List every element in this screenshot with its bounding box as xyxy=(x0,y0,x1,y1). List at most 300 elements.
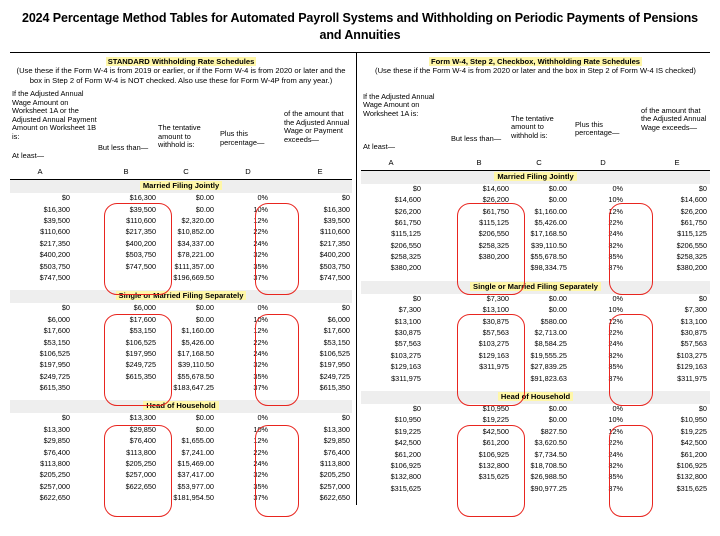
standard-table-heading xyxy=(10,53,352,88)
cell-c: $53,977.00 xyxy=(177,481,214,491)
cell-d: 12% xyxy=(608,206,623,216)
cell-d: 22% xyxy=(253,227,268,237)
checkbox-section-band-single xyxy=(361,281,710,294)
cell-d: 22% xyxy=(253,447,268,457)
table-row xyxy=(10,338,352,349)
table-row xyxy=(10,493,352,504)
cell-d: 10% xyxy=(608,415,623,425)
table-row xyxy=(361,229,710,240)
standard-rows-married xyxy=(10,193,352,284)
checkbox-section-label-hoh: Head of Household xyxy=(498,392,573,401)
table-row xyxy=(10,425,352,436)
checkbox-letter-d: D xyxy=(600,157,606,167)
cell-d: 32% xyxy=(253,470,268,480)
cell-b: $26,200 xyxy=(482,195,509,205)
cell-c: $3,620.50 xyxy=(534,438,567,448)
cell-a: $53,150 xyxy=(43,337,70,347)
cell-a: $10,950 xyxy=(394,415,421,425)
cell-a: $0 xyxy=(61,303,70,313)
cell-a: $61,200 xyxy=(394,449,421,459)
cell-a: $26,200 xyxy=(394,206,421,216)
cell-d: 10% xyxy=(608,195,623,205)
cell-d: 32% xyxy=(253,250,268,260)
cell-c: $2,320.00 xyxy=(181,215,214,225)
cell-e: $76,400 xyxy=(323,447,350,457)
cell-b: $19,225 xyxy=(482,415,509,425)
cell-e: $13,300 xyxy=(323,424,350,434)
cell-a: $257,000 xyxy=(39,481,70,491)
table-row xyxy=(10,459,352,470)
cell-a: $206,550 xyxy=(390,240,421,250)
checkbox-rows-married xyxy=(361,184,710,275)
cell-e: $197,950 xyxy=(319,360,350,370)
cell-d: 37% xyxy=(608,483,623,493)
table-row xyxy=(10,482,352,493)
cell-e: $106,925 xyxy=(676,460,707,470)
cell-b: $197,950 xyxy=(125,348,156,358)
cell-d: 10% xyxy=(608,305,623,315)
cell-b: $615,350 xyxy=(125,371,156,381)
standard-section-band-single xyxy=(10,290,352,303)
cell-c: $15,469.00 xyxy=(177,459,214,469)
checkbox-header-at-least: At least— xyxy=(363,141,396,151)
cell-c: $196,669.50 xyxy=(173,272,214,282)
cell-a: $30,875 xyxy=(394,328,421,338)
cell-e: $14,600 xyxy=(680,195,707,205)
cell-a: $0 xyxy=(61,193,70,203)
cell-b: $42,500 xyxy=(482,426,509,436)
cell-a: $0 xyxy=(61,413,70,423)
cell-e: $0 xyxy=(341,193,350,203)
cell-b: $503,750 xyxy=(125,250,156,260)
cell-b: $106,925 xyxy=(478,449,509,459)
cell-a: $400,200 xyxy=(39,250,70,260)
cell-d: 0% xyxy=(612,293,623,303)
checkbox-column-letters xyxy=(361,157,710,171)
cell-b: $61,750 xyxy=(482,206,509,216)
cell-d: 0% xyxy=(257,303,268,313)
cell-b: $16,300 xyxy=(129,193,156,203)
checkbox-withholding-table xyxy=(357,53,710,505)
cell-a: $110,600 xyxy=(40,227,70,237)
table-row xyxy=(361,339,710,350)
cell-a: $106,525 xyxy=(39,348,70,358)
checkbox-stub-header: If the Adjusted Annual Wage Amount on Worksheet 1A is: xyxy=(363,91,435,118)
cell-b: $113,800 xyxy=(126,447,156,457)
table-row xyxy=(361,450,710,461)
cell-b: $110,600 xyxy=(126,215,156,225)
cell-c: $7,241.00 xyxy=(181,447,214,457)
cell-c: $0.00 xyxy=(548,305,567,315)
checkbox-heading-text: Form W-4, Step 2, Checkbox, Withholding Rate Schedules xyxy=(430,56,641,66)
standard-header-tentative: The tentative amount to withhold is: xyxy=(158,123,201,150)
checkbox-letter-a: A xyxy=(388,157,394,167)
cell-a: $0 xyxy=(412,183,421,193)
cell-c: $39,110.50 xyxy=(531,240,567,250)
checkbox-section-label-single: Single or Married Filing Separately xyxy=(470,282,601,291)
cell-c: $183,647.25 xyxy=(173,383,214,393)
cell-e: $503,750 xyxy=(319,261,350,271)
cell-c: $0.00 xyxy=(195,314,214,324)
cell-d: 10% xyxy=(253,424,268,434)
cell-d: 35% xyxy=(608,252,623,262)
cell-a: $622,650 xyxy=(39,493,70,503)
cell-c: $580.00 xyxy=(540,316,567,326)
standard-section-label-single: Single or Married Filing Separately xyxy=(116,291,247,300)
cell-d: 22% xyxy=(608,328,623,338)
cell-b: $106,525 xyxy=(125,337,156,347)
cell-b: $622,650 xyxy=(125,481,156,491)
table-row xyxy=(10,273,352,284)
cell-d: 32% xyxy=(608,460,623,470)
cell-c: $90,977.25 xyxy=(530,483,567,493)
cell-a: $106,925 xyxy=(390,460,421,470)
cell-e: $39,500 xyxy=(323,215,350,225)
cell-c: $5,426.00 xyxy=(534,217,567,227)
table-row xyxy=(10,470,352,481)
table-row xyxy=(361,317,710,328)
cell-e: $7,300 xyxy=(684,305,707,315)
table-row xyxy=(361,184,710,195)
cell-c: $0.00 xyxy=(195,413,214,423)
table-row xyxy=(361,374,710,385)
cell-b: $13,300 xyxy=(129,413,156,423)
cell-a: $42,500 xyxy=(394,438,421,448)
cell-a: $39,500 xyxy=(43,215,70,225)
cell-a: $197,950 xyxy=(39,360,70,370)
cell-b: $103,275 xyxy=(478,339,509,349)
cell-c: $37,417.00 xyxy=(177,470,214,480)
cell-a: $113,800 xyxy=(40,459,70,469)
cell-c: $17,168.50 xyxy=(177,348,214,358)
cell-a: $61,750 xyxy=(394,217,421,227)
cell-e: $129,163 xyxy=(676,362,707,372)
cell-d: 0% xyxy=(612,403,623,413)
cell-c: $111,357.00 xyxy=(174,261,214,271)
cell-d: 32% xyxy=(608,240,623,250)
cell-b: $380,200 xyxy=(478,252,509,262)
cell-b: $315,625 xyxy=(478,472,509,482)
cell-a: $315,625 xyxy=(390,483,421,493)
checkbox-table-heading xyxy=(361,53,710,79)
table-row xyxy=(361,328,710,339)
table-row xyxy=(10,262,352,273)
cell-d: 12% xyxy=(253,326,268,336)
table-row xyxy=(361,438,710,449)
standard-section-label-hoh: Head of Household xyxy=(143,401,218,410)
standard-letter-e: E xyxy=(317,167,323,177)
cell-b: $30,875 xyxy=(482,316,509,326)
cell-e: $103,275 xyxy=(676,350,707,360)
checkbox-section-band-hoh xyxy=(361,391,710,404)
cell-e: $747,500 xyxy=(319,272,350,282)
cell-e: $16,300 xyxy=(323,204,350,214)
table-row xyxy=(361,218,710,229)
cell-d: 22% xyxy=(253,337,268,347)
cell-e: $26,200 xyxy=(680,206,707,216)
cell-d: 24% xyxy=(608,229,623,239)
checkbox-section-band-married xyxy=(361,171,710,184)
checkbox-column-headers xyxy=(361,79,710,157)
cell-d: 12% xyxy=(253,436,268,446)
standard-header-but-less-than: But less than— xyxy=(98,143,149,153)
cell-c: $0.00 xyxy=(548,403,567,413)
cell-c: $34,337.00 xyxy=(177,238,214,248)
cell-c: $0.00 xyxy=(195,303,214,313)
table-row xyxy=(361,305,710,316)
checkbox-header-exceeds: of the amount that the Adjusted Annual Wage exceeds— xyxy=(641,105,707,132)
checkbox-rows-hoh xyxy=(361,404,710,495)
cell-a: $7,300 xyxy=(398,305,421,315)
cell-c: $1,160.00 xyxy=(534,206,567,216)
checkbox-letter-c: C xyxy=(536,157,542,167)
cell-a: $29,850 xyxy=(43,436,70,446)
cell-a: $103,275 xyxy=(390,350,421,360)
cell-c: $55,678.50 xyxy=(177,371,214,381)
cell-e: $61,750 xyxy=(680,217,707,227)
cell-b: $115,125 xyxy=(479,217,509,227)
table-row xyxy=(361,263,710,274)
cell-a: $76,400 xyxy=(43,447,70,457)
cell-a: $17,600 xyxy=(43,326,70,336)
cell-e: $315,625 xyxy=(676,483,707,493)
standard-header-at-least: At least— xyxy=(12,151,45,161)
cell-d: 10% xyxy=(253,204,268,214)
cell-c: $10,852.00 xyxy=(177,227,214,237)
cell-d: 12% xyxy=(608,316,623,326)
cell-e: $115,125 xyxy=(677,229,707,239)
cell-b: $249,725 xyxy=(125,360,156,370)
cell-e: $258,325 xyxy=(676,252,707,262)
standard-stub-header: If the Adjusted Annual Wage Amount on Worksheet 1A or the Adjusted Annual Payment Amount on Worksheet 1B is: xyxy=(12,89,97,141)
cell-b: $129,163 xyxy=(478,350,509,360)
table-row xyxy=(361,252,710,263)
cell-e: $257,000 xyxy=(319,481,350,491)
table-row xyxy=(10,216,352,227)
cell-b: $258,325 xyxy=(478,240,509,250)
checkbox-heading-note: (Use these if the Form W-4 is from 2020 or later and the box in Step 2 of Form W-4 IS checked) xyxy=(375,66,696,76)
cell-e: $615,350 xyxy=(319,383,350,393)
cell-a: $13,300 xyxy=(43,424,70,434)
cell-e: $57,563 xyxy=(680,339,707,349)
tables-container xyxy=(10,52,710,505)
checkbox-header-plus: Plus this percentage— xyxy=(575,119,620,138)
cell-a: $57,563 xyxy=(394,339,421,349)
table-row xyxy=(361,404,710,415)
cell-c: $2,713.00 xyxy=(534,328,567,338)
cell-d: 22% xyxy=(608,438,623,448)
cell-b: $14,600 xyxy=(482,183,509,193)
standard-letter-c: C xyxy=(183,167,189,177)
standard-section-label-married: Married Filing Jointly xyxy=(140,181,222,190)
cell-a: $380,200 xyxy=(390,263,421,273)
cell-c: $55,678.50 xyxy=(530,252,567,262)
cell-a: $249,725 xyxy=(39,371,70,381)
cell-c: $8,584.25 xyxy=(534,339,567,349)
standard-header-exceeds: of the amount that the Adjusted Annual Wage or Payment exceeds— xyxy=(284,109,350,144)
cell-c: $27,839.25 xyxy=(530,362,567,372)
cell-b: $53,150 xyxy=(129,326,156,336)
standard-header-plus: Plus this percentage— xyxy=(220,129,265,147)
standard-letter-b: B xyxy=(123,167,129,177)
checkbox-section-label-married: Married Filing Jointly xyxy=(494,172,576,181)
standard-rows-hoh xyxy=(10,413,352,504)
cell-c: $0.00 xyxy=(548,183,567,193)
cell-d: 12% xyxy=(608,426,623,436)
cell-b: $7,300 xyxy=(486,293,509,303)
cell-e: $10,950 xyxy=(680,415,707,425)
cell-e: $205,250 xyxy=(319,470,350,480)
cell-e: $110,600 xyxy=(320,227,350,237)
checkbox-header-but-less-than: But less than— xyxy=(451,133,502,143)
cell-e: $0 xyxy=(341,303,350,313)
cell-b: $61,200 xyxy=(482,438,509,448)
cell-d: 0% xyxy=(257,413,268,423)
table-row xyxy=(10,413,352,424)
cell-b: $311,975 xyxy=(479,362,509,372)
cell-c: $0.00 xyxy=(548,415,567,425)
cell-b: $57,563 xyxy=(482,328,509,338)
cell-d: 22% xyxy=(608,217,623,227)
cell-c: $181,954.50 xyxy=(173,493,214,503)
cell-c: $0.00 xyxy=(195,193,214,203)
cell-d: 37% xyxy=(253,383,268,393)
table-row xyxy=(10,360,352,371)
table-row xyxy=(10,205,352,216)
cell-a: $13,100 xyxy=(394,316,421,326)
cell-d: 24% xyxy=(608,449,623,459)
cell-c: $827.50 xyxy=(540,426,567,436)
table-row xyxy=(10,227,352,238)
cell-d: 0% xyxy=(612,183,623,193)
cell-d: 35% xyxy=(608,362,623,372)
cell-e: $400,200 xyxy=(319,250,350,260)
cell-d: 35% xyxy=(253,261,268,271)
cell-e: $249,725 xyxy=(319,371,350,381)
cell-c: $0.00 xyxy=(548,293,567,303)
cell-a: $132,800 xyxy=(390,472,421,482)
cell-c: $0.00 xyxy=(195,204,214,214)
standard-section-band-hoh xyxy=(10,400,352,413)
cell-e: $311,975 xyxy=(677,373,707,383)
cell-b: $17,600 xyxy=(129,314,156,324)
cell-a: $258,325 xyxy=(390,252,421,262)
table-row xyxy=(10,315,352,326)
standard-heading-text: STANDARD Withholding Rate Schedules xyxy=(107,56,255,66)
cell-a: $747,500 xyxy=(39,272,70,282)
table-row xyxy=(361,427,710,438)
cell-d: 32% xyxy=(608,350,623,360)
cell-c: $18,708.50 xyxy=(530,460,567,470)
cell-b: $29,850 xyxy=(129,424,156,434)
cell-e: $106,525 xyxy=(319,348,350,358)
cell-a: $205,250 xyxy=(39,470,70,480)
cell-a: $19,225 xyxy=(394,426,421,436)
cell-e: $132,800 xyxy=(676,472,707,482)
table-row xyxy=(10,448,352,459)
cell-e: $53,150 xyxy=(323,337,350,347)
standard-letter-d: D xyxy=(245,167,251,177)
cell-a: $217,350 xyxy=(39,238,70,248)
standard-rows-single xyxy=(10,303,352,394)
standard-section-band-married xyxy=(10,180,352,193)
cell-d: 24% xyxy=(253,348,268,358)
cell-c: $1,655.00 xyxy=(181,436,214,446)
cell-a: $14,600 xyxy=(394,195,421,205)
standard-heading-note: (Use these if the Form W-4 is from 2019 or earlier, or if the Form W-4 is from 2020 or later and the box in Step 2 of Form W-4 is NOT checked. Also use these for Form W-4P from any year.) xyxy=(16,66,346,85)
cell-b: $257,000 xyxy=(125,470,156,480)
cell-e: $206,550 xyxy=(676,240,707,250)
cell-d: 37% xyxy=(608,373,623,383)
checkbox-letter-b: B xyxy=(476,157,482,167)
cell-c: $1,160.00 xyxy=(181,326,214,336)
table-row xyxy=(361,461,710,472)
table-row xyxy=(361,195,710,206)
cell-c: $39,110.50 xyxy=(178,360,214,370)
cell-a: $129,163 xyxy=(390,362,421,372)
cell-c: $5,426.00 xyxy=(181,337,214,347)
cell-d: 10% xyxy=(253,314,268,324)
table-row xyxy=(361,484,710,495)
table-row xyxy=(10,326,352,337)
cell-a: $115,125 xyxy=(391,229,421,239)
table-row xyxy=(361,241,710,252)
cell-d: 35% xyxy=(253,371,268,381)
cell-b: $217,350 xyxy=(125,227,156,237)
table-row xyxy=(10,372,352,383)
cell-a: $16,300 xyxy=(43,204,70,214)
cell-e: $113,800 xyxy=(320,459,350,469)
cell-d: 35% xyxy=(253,481,268,491)
cell-c: $19,555.25 xyxy=(530,350,567,360)
cell-d: 37% xyxy=(253,493,268,503)
cell-b: $206,550 xyxy=(478,229,509,239)
table-row xyxy=(10,193,352,204)
cell-a: $6,000 xyxy=(47,314,70,324)
standard-column-letters xyxy=(10,166,352,180)
cell-e: $13,100 xyxy=(680,316,707,326)
cell-c: $26,988.50 xyxy=(530,472,567,482)
table-row xyxy=(10,349,352,360)
cell-e: $42,500 xyxy=(680,438,707,448)
cell-d: 37% xyxy=(608,263,623,273)
cell-a: $311,975 xyxy=(391,373,421,383)
cell-b: $6,000 xyxy=(133,303,156,313)
cell-c: $78,221.00 xyxy=(177,250,214,260)
cell-d: 0% xyxy=(257,193,268,203)
cell-a: $503,750 xyxy=(39,261,70,271)
cell-c: $98,334.75 xyxy=(530,263,567,273)
checkbox-letter-e: E xyxy=(674,157,680,167)
cell-e: $217,350 xyxy=(319,238,350,248)
cell-b: $400,200 xyxy=(125,238,156,248)
cell-e: $380,200 xyxy=(676,263,707,273)
table-row xyxy=(361,415,710,426)
table-row xyxy=(10,239,352,250)
cell-e: $17,600 xyxy=(323,326,350,336)
cell-e: $30,875 xyxy=(680,328,707,338)
cell-b: $10,950 xyxy=(482,403,509,413)
standard-column-headers xyxy=(10,88,352,166)
cell-a: $615,350 xyxy=(39,383,70,393)
cell-e: $6,000 xyxy=(327,314,350,324)
cell-b: $132,800 xyxy=(478,460,509,470)
checkbox-rows-single xyxy=(361,294,710,385)
cell-a: $0 xyxy=(412,403,421,413)
cell-c: $7,734.50 xyxy=(534,449,567,459)
cell-d: 32% xyxy=(253,360,268,370)
cell-b: $13,100 xyxy=(482,305,509,315)
